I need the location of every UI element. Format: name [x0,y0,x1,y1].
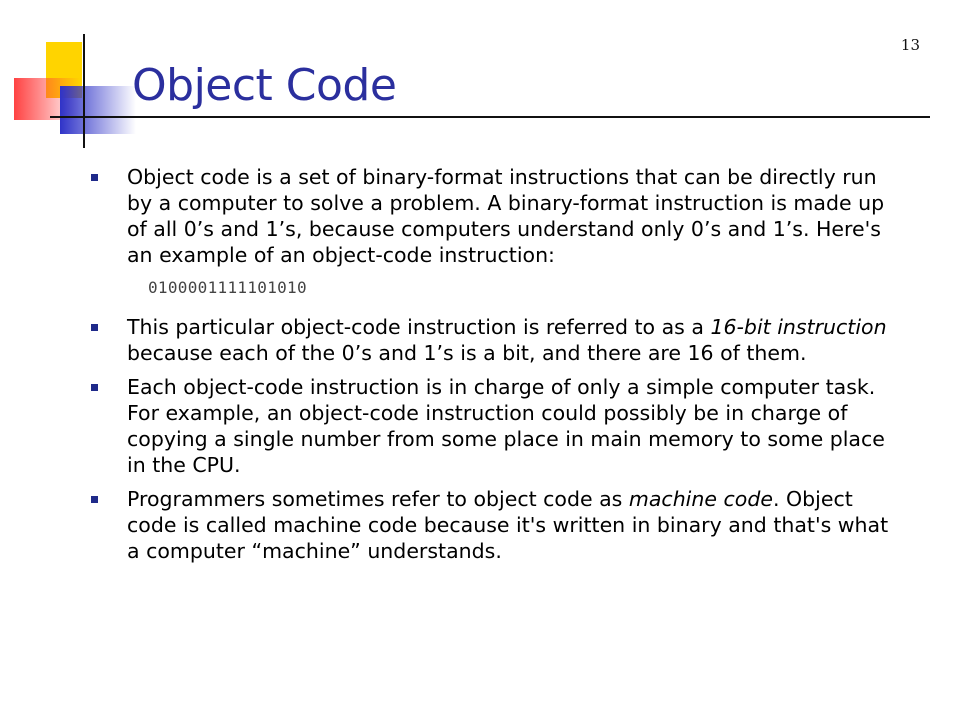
bullet-item-machine-code [86,486,906,564]
square-bullet-icon [91,496,98,503]
bullet-item-simple-task [86,374,906,478]
bullet-text: Object code is a set of binary-format instructions that can be directly run by a computer to solve a problem. A binary-format instruction is made up of all 0’s and 1’s, because computers understand only 0’s and 1’s. Here's an example of an object-code instruction: [127,165,885,267]
bullet-text-after: because each of the 0’s and 1’s is a bit, and there are 16 of them. [127,341,807,365]
code-example: 0100001111101010 [148,278,307,297]
bullet-item-16-bit-instruction [86,314,906,366]
bullet-emphasis: 16-bit instruction [710,315,887,339]
title-decoration-logo [0,0,140,150]
square-bullet-icon [91,174,98,181]
square-bullet-icon [91,324,98,331]
blue-square [60,86,136,134]
slide-title: Object Code [132,60,397,111]
bullet-text-before: Programmers sometimes refer to object code as [127,487,629,511]
page-number: 13 [900,36,920,54]
code-example-item [86,278,906,298]
bullet-text: Each object-code instruction is in charge of only a simple computer task. For example, an object-code instruction could possibly be in charge of copying a single number from some place in main memory to some place in the CPU. [127,375,885,477]
bullet-text-before: This particular object-code instruction is referred to as a [127,315,711,339]
square-bullet-icon [91,384,98,391]
bullet-item-object-code-definition [86,164,906,268]
title-rule [50,116,930,118]
bullet-emphasis: machine code [628,487,773,511]
bullet-text-after: . Object code is called machine code because it's written in binary and that's what a computer “machine” understands. [127,487,889,563]
bullet-list [86,164,906,572]
